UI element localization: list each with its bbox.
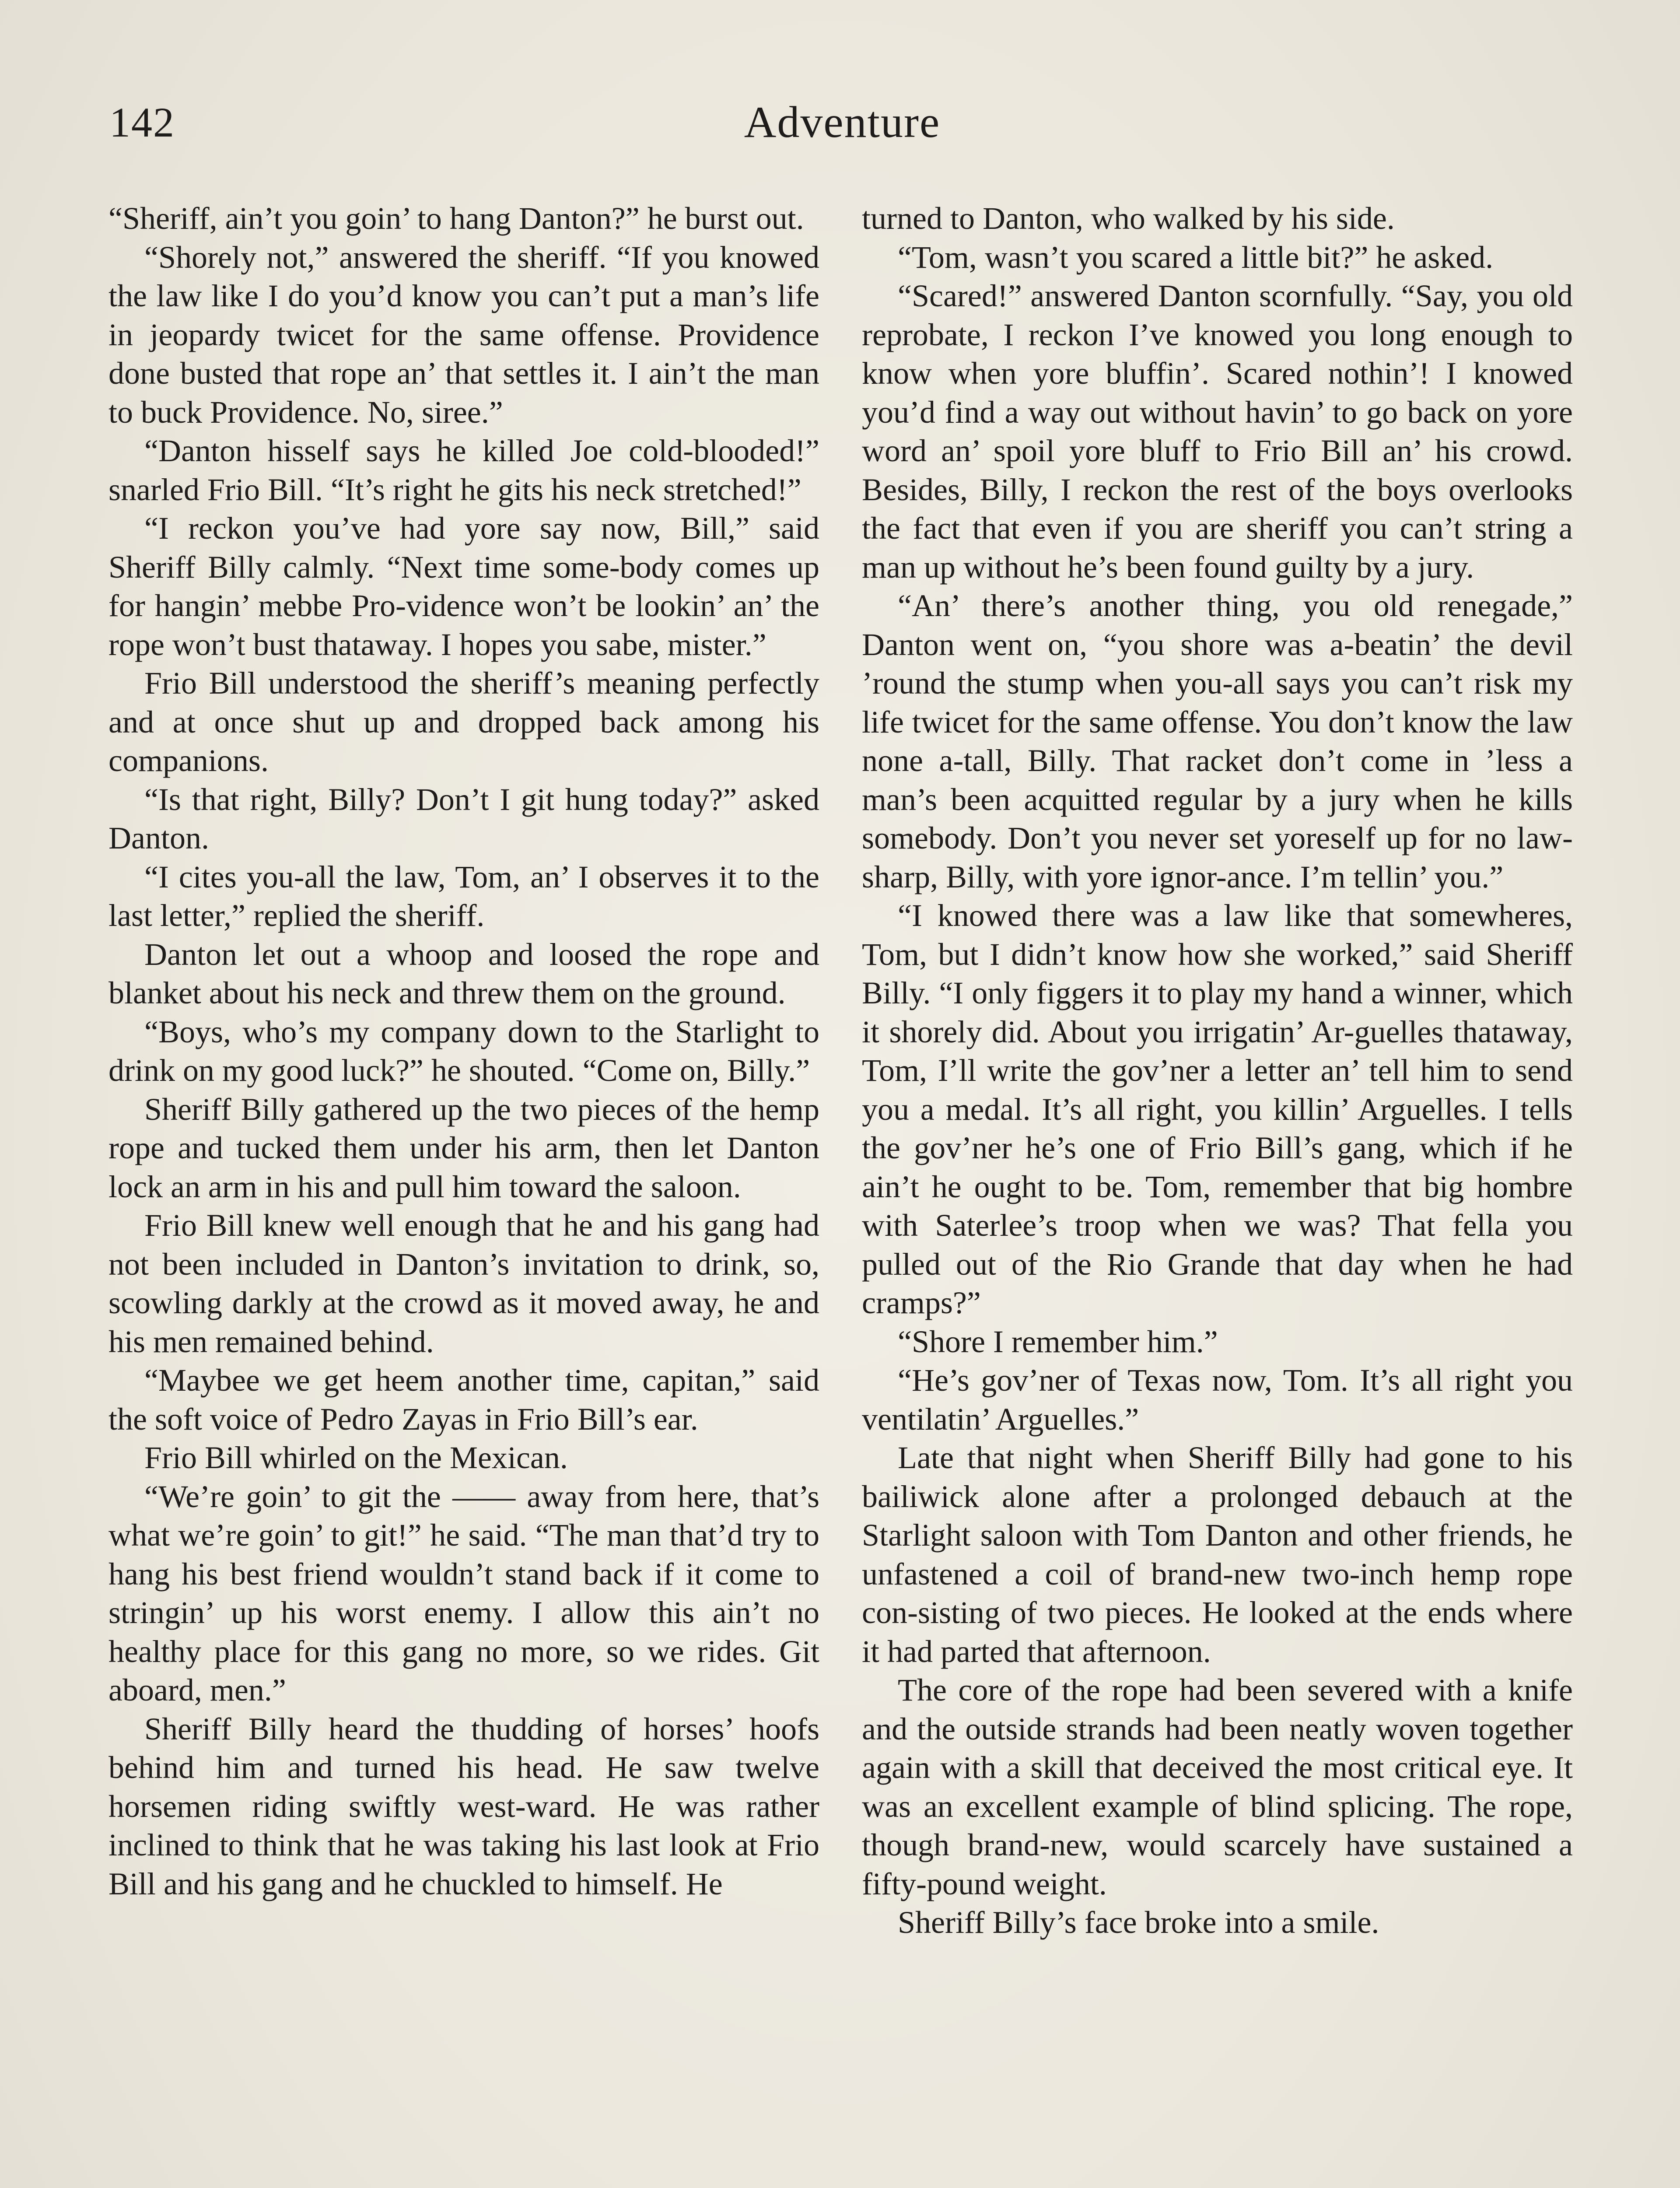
page-number: 142: [109, 99, 175, 146]
magazine-title: Adventure: [744, 98, 941, 147]
paragraph: “An’ there’s another thing, you old renegade,” Danton went on, “you shore was a-beatin’ the devil ’round the stump when you-all says you can’t risk my life twicet for the same offense. You don’t know the law none a-tall, Billy. That racket don’t come in ’less a man’s been acquitted regular by a jury when he kills somebody. Don’t you never set yoreself up for no law-sharp, Billy, with yore ignor-ance. I’m tellin’ you.”: [862, 588, 1573, 894]
paragraph: turned to Danton, who walked by his side.: [862, 201, 1395, 236]
paragraph: “Shore I remember him.”: [898, 1324, 1218, 1359]
paragraph: Frio Bill whirled on the Mexican.: [144, 1440, 568, 1475]
paragraph: “Scared!” answered Danton scornfully. “Say, you old reprobate, I reckon I’ve knowed you long enough to know when yore bluffin’. Scared nothin’! I knowed you’d find a way out without havin’ to go back on yore word an’ spoil yore bluff to Frio Bill an’ his crowd. Besides, Billy, I reckon the rest of the boys overlooks the fact that even if you are sheriff you can’t string a man up without he’s been found guilty by a jury.: [862, 278, 1573, 585]
paragraph: “He’s gov’ner of Texas now, Tom. It’s all right you ventilatin’ Arguelles.”: [862, 1363, 1573, 1437]
paragraph: Sheriff Billy heard the thudding of horses’ hoofs behind him and turned his head. He saw twelve horsemen riding swiftly west-ward. He was rather inclined to think that he was taking his last look at Frio Bill and his gang and he chuckled to himself. He: [108, 1711, 819, 1901]
page-header: [109, 94, 1575, 160]
paragraph: “Shorely not,” answered the sheriff. “If you knowed the law like I do you’d know you can’t put a man’s life in jeopardy twicet for the same offense. Providence done busted that rope an’ that settles it. I ain’t the man to buck Providence. No, siree.”: [108, 239, 819, 430]
paragraph: “Sheriff, ain’t you goin’ to hang Danton?” he burst out.: [108, 201, 804, 236]
paragraph: “Maybee we get heem another time, capitan,” said the soft voice of Pedro Zayas in Frio Bill’s ear.: [108, 1363, 819, 1437]
right-column: [862, 199, 1573, 1942]
paragraph: Sheriff Billy gathered up the two pieces of the hemp rope and tucked them under his arm, then let Danton lock an arm in his and pull him toward the saloon.: [108, 1091, 819, 1204]
paragraph: “Tom, wasn’t you scared a little bit?” he asked.: [898, 239, 1494, 275]
paragraph: “I cites you-all the law, Tom, an’ I observes it to the last letter,” replied the sheriff.: [108, 859, 819, 933]
paragraph: “Danton hisself says he killed Joe cold-blooded!” snarled Frio Bill. “It’s right he gits his neck stretched!”: [108, 433, 819, 507]
paragraph: “We’re goin’ to git the —— away from here, that’s what we’re goin’ to git!” he said. “The man that’d try to hang his best friend wouldn’t stand back if it come to stringin’ up his worst enemy. I allow this ain’t no healthy place for this gang no more, so we rides. Git aboard, men.”: [108, 1479, 819, 1708]
paragraph: The core of the rope had been severed with a knife and the outside strands had been neatly woven together again with a skill that deceived the most critical eye. It was an excellent example of blind splicing. The rope, though brand-new, would scarcely have sustained a fifty-pound weight.: [862, 1673, 1573, 1901]
paragraph: “Is that right, Billy? Don’t I git hung today?” asked Danton.: [108, 782, 819, 856]
paragraph: “I reckon you’ve had yore say now, Bill,” said Sheriff Billy calmly. “Next time some-body comes up for hangin’ mebbe Pro-vidence won’t be lookin’ an’ the rope won’t bust thataway. I hopes you sabe, mister.”: [108, 511, 819, 662]
paragraph: “I knowed there was a law like that somewheres, Tom, but I didn’t know how she worked,” said Sheriff Billy. “I only figgers it to play my hand a winner, which it shorely did. About you irrigatin’ Ar-guelles thataway, Tom, I’ll write the gov’ner a letter an’ tell him to send you a medal. It’s all right, you killin’ Arguelles. I tells the gov’ner he’s one of Frio Bill’s gang, which if he ain’t he ought to be. Tom, remember that big hombre with Saterlee’s troop when we was? That fella you pulled out of the Rio Grande that day when he had cramps?”: [862, 898, 1573, 1320]
paragraph: “Boys, who’s my company down to the Starlight to drink on my good luck?” he shouted. “Come on, Billy.”: [108, 1014, 819, 1088]
left-column: [108, 199, 819, 1903]
paragraph: Late that night when Sheriff Billy had gone to his bailiwick alone after a prolonged debauch at the Starlight saloon with Tom Danton and other friends, he unfastened a coil of brand-new two-inch hemp rope con-sisting of two pieces. He looked at the ends where it had parted that afternoon.: [862, 1440, 1573, 1669]
paragraph: Sheriff Billy’s face broke into a smile.: [898, 1905, 1379, 1940]
paragraph: Frio Bill knew well enough that he and his gang had not been included in Danton’s invitation to drink, so, scowling darkly at the crowd as it moved away, he and his men remained behind.: [108, 1208, 819, 1359]
paragraph: Frio Bill understood the sheriff’s meaning perfectly and at once shut up and dropped back among his companions.: [108, 666, 819, 778]
paragraph: Danton let out a whoop and loosed the rope and blanket about his neck and threw them on the ground.: [108, 936, 819, 1010]
